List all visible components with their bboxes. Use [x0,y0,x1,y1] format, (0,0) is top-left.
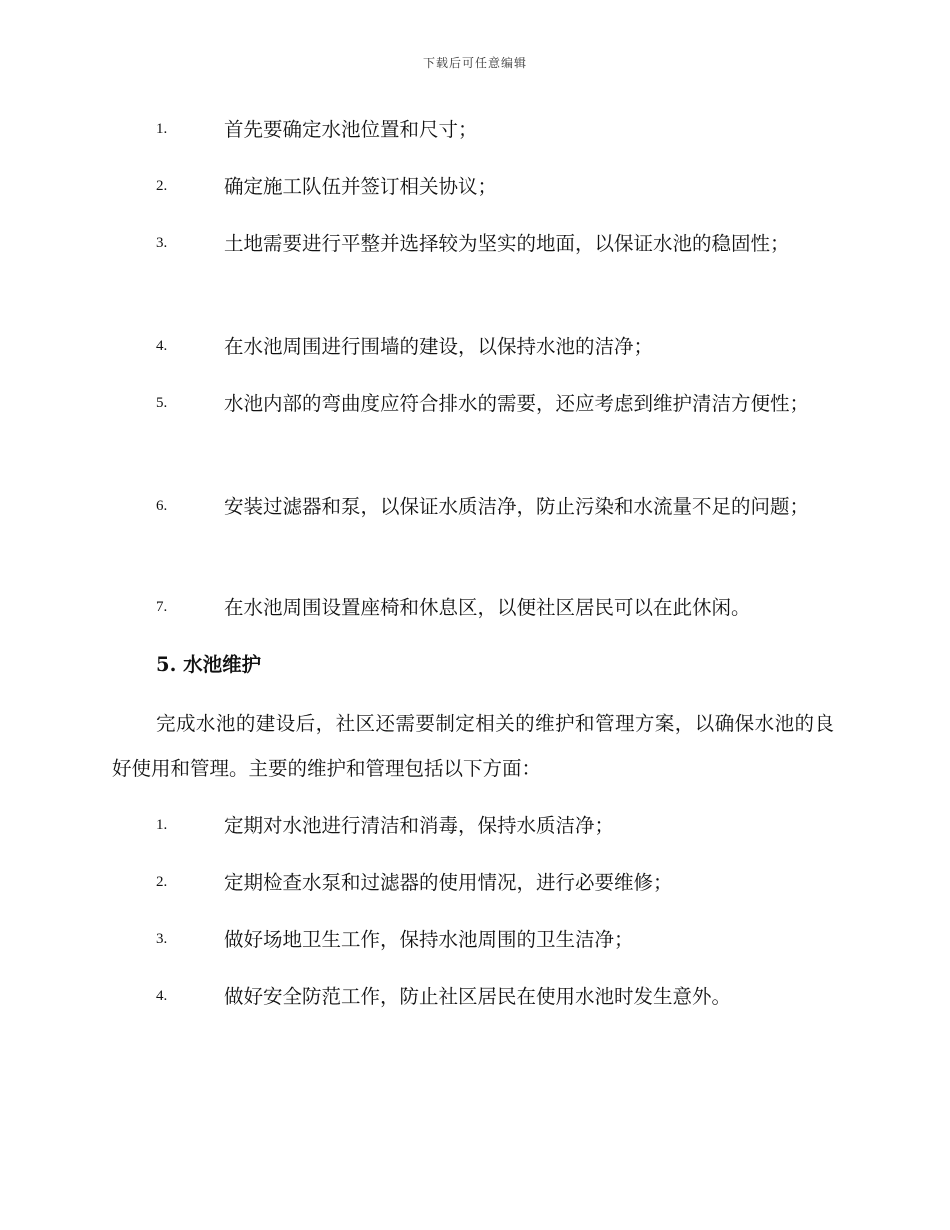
list-number: 2. [156,874,168,890]
list-number: 2. [156,178,168,194]
list-item [112,974,834,1019]
body-paragraph: 完成水池的建设后，社区还需要制定相关的维护和管理方案，以确保水池的良好使用和管理。主要的维护和管理包括以下方面： [112,712,834,780]
list-item-text: 定期对水池进行清洁和消毒，保持水质洁净； [224,814,615,837]
list-number: 7. [156,599,168,615]
list-item-text: 土地需要进行平整并选择较为坚实的地面，以保证水池的稳固性； [224,232,790,255]
page-header: 下载后可任意编辑 [422,56,527,70]
list-number: 3. [156,235,168,251]
list-item [112,803,834,848]
list-item [112,484,834,529]
list-number: 1. [156,121,168,137]
list-number: 3. [156,931,168,947]
list-item [112,164,834,209]
list-item [112,381,834,426]
list-item-text: 定期检查水泵和过滤器的使用情况，进行必要维修； [224,871,673,894]
list-item [112,324,834,369]
list-item [112,585,834,630]
list-item [112,107,834,152]
list-item-text: 做好场地卫生工作，保持水池周围的卫生洁净； [224,928,634,951]
list-number: 6. [156,498,168,514]
list-number: 5. [156,395,168,411]
list-item-text: 水池内部的弯曲度应符合排水的需要，还应考虑到维护清洁方便性； [224,392,810,415]
list-item-text: 做好安全防范工作，防止社区居民在使用水池时发生意外。 [224,985,732,1008]
list-item-text: 在水池周围进行围墙的建设，以保持水池的洁净； [224,335,654,358]
list-item-text: 安装过滤器和泵，以保证水质洁净，防止污染和水流量不足的问题； [224,495,810,518]
section-heading: 5. 水池维护 [156,653,262,676]
list-number: 4. [156,988,168,1004]
list-item [112,221,834,266]
list-item-text: 首先要确定水池位置和尺寸； [224,118,478,141]
list-number: 1. [156,817,168,833]
list-item-text: 确定施工队伍并签订相关协议； [224,175,498,198]
list-item [112,917,834,962]
list-number: 4. [156,338,168,354]
list-item-text: 在水池周围设置座椅和休息区，以便社区居民可以在此休闲。 [224,596,751,619]
list-item [112,860,834,905]
